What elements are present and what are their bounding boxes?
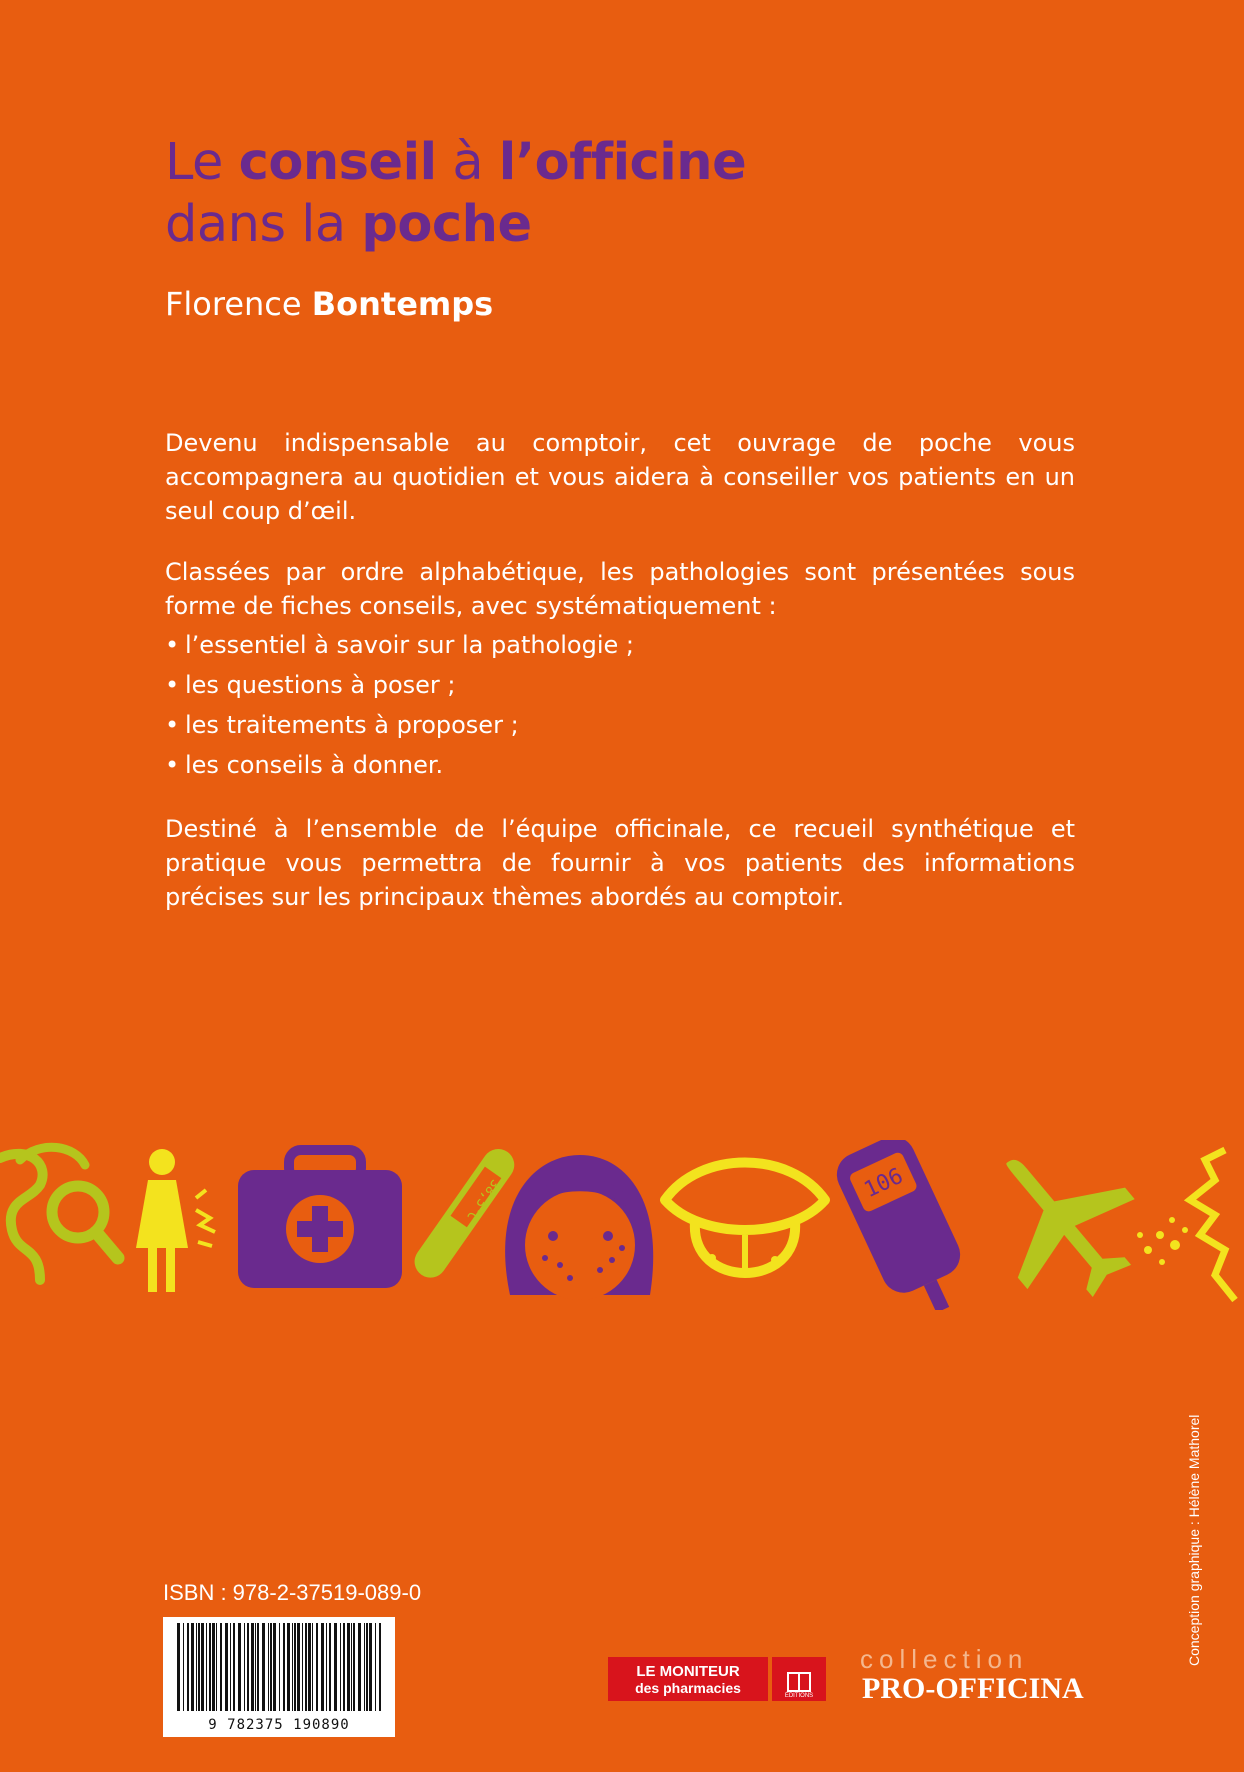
- barcode-bar: [297, 1623, 300, 1711]
- title-text: l’officine: [498, 133, 747, 192]
- description-paragraph-3: Destiné à l’ensemble de l’équipe officinale, ce recueil synthétique et pratique vous permettra de fournir à vos patients des informations précises sur les principaux thèmes abordés au comptoir.: [165, 815, 1075, 911]
- glucometer-reading: 106: [860, 1163, 908, 1204]
- barcode-bar: [201, 1623, 204, 1711]
- barcode-bar: [283, 1623, 285, 1711]
- bullet-list: [165, 625, 1065, 785]
- barcode-bar: [251, 1623, 254, 1711]
- barcode-bar: [270, 1623, 272, 1711]
- list-item-text: les conseils à donner.: [185, 751, 444, 779]
- publisher-logo: [608, 1657, 826, 1701]
- barcode-bar: [369, 1623, 372, 1711]
- barcode-bar: [225, 1623, 228, 1711]
- book-icon: [786, 1671, 812, 1693]
- barcode-digits: 9 782375 190890: [208, 1717, 350, 1733]
- barcode-bar: [212, 1623, 215, 1711]
- barcode: [163, 1617, 395, 1737]
- barcode-bar: [308, 1623, 311, 1711]
- bullet-icon: •: [165, 671, 180, 699]
- barcode-bar: [220, 1623, 222, 1711]
- list-item: [165, 625, 1065, 665]
- barcode-bar: [305, 1623, 307, 1711]
- list-item: [165, 745, 1065, 785]
- airplane-icon: [957, 1140, 1166, 1310]
- barcode-bar: [206, 1623, 207, 1711]
- barcode-bar: [230, 1623, 231, 1711]
- list-item: [165, 665, 1065, 705]
- list-item: [165, 705, 1065, 745]
- barcode-bar: [268, 1623, 269, 1711]
- barcode-bar: [233, 1623, 235, 1711]
- barcode-bar: [255, 1623, 256, 1711]
- author-last-name: Bontemps: [311, 285, 494, 323]
- title-text: dans la: [165, 195, 362, 254]
- sneeze-face-icon: [1137, 1150, 1235, 1300]
- barcode-bar: [279, 1623, 280, 1711]
- barcode-bar: [292, 1623, 293, 1711]
- barcode-bar: [187, 1623, 189, 1711]
- bullet-icon: •: [165, 631, 180, 659]
- collection-name: PRO-OFFICINA: [862, 1672, 1084, 1705]
- list-item-text: les questions à poser ;: [185, 671, 456, 699]
- barcode-bar: [262, 1623, 265, 1711]
- barcode-bar: [358, 1623, 361, 1711]
- bullet-icon: •: [165, 751, 180, 779]
- editions-block: [772, 1657, 826, 1701]
- barcode-bar: [257, 1623, 259, 1711]
- list-item-text: les traitements à proposer ;: [185, 711, 519, 739]
- first-aid-kit-icon: [238, 1150, 402, 1288]
- thermometer-icon: [408, 1143, 520, 1284]
- glucometer-icon: [830, 1140, 980, 1310]
- woman-stomach-pain-icon: [136, 1149, 215, 1292]
- barcode-bar: [312, 1623, 313, 1711]
- barcode-bar: [216, 1623, 217, 1711]
- description-paragraph-1: Devenu indispensable au comptoir, cet ouvrage de poche vous accompagnera au quotidien et vous aidera à conseiller vos patients en un seul coup d’œil.: [165, 429, 1075, 525]
- title-text: à: [436, 133, 499, 192]
- barcode-bar: [198, 1623, 200, 1711]
- barcode-bar: [364, 1623, 365, 1711]
- barcode-bar: [334, 1623, 337, 1711]
- barcode-bar: [273, 1623, 276, 1711]
- barcode-bar: [329, 1623, 331, 1711]
- barcode-bar: [238, 1623, 241, 1711]
- barcode-bar: [177, 1623, 180, 1711]
- barcode-bar: [302, 1623, 303, 1711]
- barcode-bar: [196, 1623, 197, 1711]
- worm-magnifier-icon: [0, 1147, 118, 1280]
- isbn-label: ISBN : 978-2-37519-089-0: [163, 1580, 422, 1605]
- child-face-spots-icon: [505, 1155, 653, 1300]
- book-title: [165, 132, 1065, 256]
- editions-label: ÉDITIONS: [784, 1693, 814, 1699]
- title-text: Le: [165, 133, 239, 192]
- barcode-bar: [247, 1623, 249, 1711]
- barcode-bar: [343, 1623, 345, 1711]
- list-item-text: l’essentiel à savoir sur la pathologie ;: [185, 631, 634, 659]
- barcode-bar: [375, 1623, 376, 1711]
- thermometer-reading: 38,5°C: [463, 1176, 503, 1224]
- publisher-line1: LE MONITEUR: [636, 1662, 740, 1680]
- barcode-bar: [353, 1623, 355, 1711]
- barcode-bar: [316, 1623, 318, 1711]
- publisher-name-block: [608, 1657, 768, 1701]
- barcode-bar: [294, 1623, 296, 1711]
- barcode-bar: [321, 1623, 324, 1711]
- barcode-bar: [379, 1623, 381, 1711]
- collection-label: collection: [860, 1644, 1029, 1674]
- barcode-bar: [183, 1623, 184, 1711]
- icon-strip: [0, 1140, 1244, 1310]
- open-mouth-tongue-icon: [665, 1163, 825, 1274]
- barcode-bar: [287, 1623, 290, 1711]
- barcode-bar: [351, 1623, 352, 1711]
- barcode-bar: [326, 1623, 327, 1711]
- barcode-bars: [163, 1617, 395, 1717]
- design-credit: Conception graphique : Hélène Mathorel: [1186, 1414, 1202, 1666]
- barcode-bar: [340, 1623, 341, 1711]
- barcode-bar: [366, 1623, 368, 1711]
- barcode-bar: [209, 1623, 211, 1711]
- description-paragraph-2: Classées par ordre alphabétique, les pathologies sont présentées sous forme de fiches conseils, avec systématiquement :: [165, 558, 1075, 620]
- barcode-bar: [347, 1623, 350, 1711]
- title-text: poche: [361, 195, 532, 254]
- barcode-bar: [244, 1623, 245, 1711]
- author-name: [165, 284, 493, 324]
- title-text: conseil: [238, 133, 437, 192]
- publisher-line2: des pharmacies: [635, 1679, 741, 1696]
- barcode-bar: [191, 1623, 194, 1711]
- bullet-icon: •: [165, 711, 180, 739]
- author-first-name: Florence: [165, 285, 312, 323]
